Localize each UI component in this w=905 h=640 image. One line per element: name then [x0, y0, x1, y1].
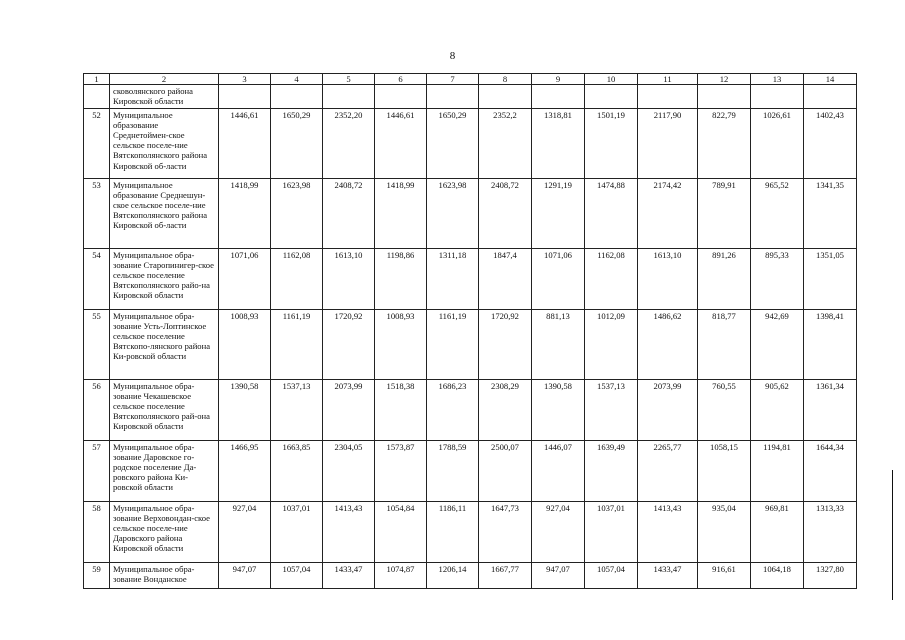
- value-cell: 1663,85: [271, 440, 323, 501]
- value-cell: 1186,11: [427, 501, 479, 562]
- value-cell: 1518,38: [375, 379, 427, 440]
- value-cell: 1639,49: [585, 440, 638, 501]
- value-cell: 1418,99: [219, 178, 271, 248]
- value-cell: 916,61: [698, 562, 751, 588]
- value-cell: 947,07: [532, 562, 585, 588]
- value-cell: 927,04: [219, 501, 271, 562]
- table-row: [84, 85, 857, 108]
- value-cell: 1398,41: [804, 309, 857, 379]
- municipality-name: Муниципальное обра-зование Верховондан-ское сельское поселе-ние Даровского района Кировской области: [110, 501, 219, 562]
- value-cell: 1466,95: [219, 440, 271, 501]
- value-cell: 2117,90: [638, 108, 698, 178]
- value-cell: 1008,93: [375, 309, 427, 379]
- municipality-name: сковолянского района Кировской области: [110, 85, 219, 108]
- value-cell: 2352,20: [323, 108, 375, 178]
- value-cell: 1650,29: [271, 108, 323, 178]
- value-cell: 1206,14: [427, 562, 479, 588]
- value-cell: 1720,92: [479, 309, 532, 379]
- value-cell: [751, 85, 804, 108]
- value-cell: 1644,34: [804, 440, 857, 501]
- value-cell: 1327,80: [804, 562, 857, 588]
- column-header: 8: [479, 74, 532, 85]
- value-cell: 1446,61: [219, 108, 271, 178]
- municipality-name: Муниципальное образование Среднешун-ское сельское поселе-ние Вятскополянского района Кировской об-ласти: [110, 178, 219, 248]
- column-header: 2: [110, 74, 219, 85]
- value-cell: [219, 85, 271, 108]
- value-cell: 1161,19: [271, 309, 323, 379]
- value-cell: 1847,4: [479, 248, 532, 309]
- row-number: 59: [84, 562, 110, 588]
- value-cell: [532, 85, 585, 108]
- value-cell: 1537,13: [585, 379, 638, 440]
- value-cell: 935,04: [698, 501, 751, 562]
- row-number: 56: [84, 379, 110, 440]
- value-cell: 1573,87: [375, 440, 427, 501]
- table-row: [84, 440, 857, 501]
- value-cell: 2304,05: [323, 440, 375, 501]
- value-cell: 1161,19: [427, 309, 479, 379]
- value-cell: 1433,47: [638, 562, 698, 588]
- value-cell: 1667,77: [479, 562, 532, 588]
- table-row: [84, 248, 857, 309]
- value-cell: 1064,18: [751, 562, 804, 588]
- value-cell: [585, 85, 638, 108]
- value-cell: 1057,04: [585, 562, 638, 588]
- value-cell: 2500,07: [479, 440, 532, 501]
- value-cell: 2408,72: [479, 178, 532, 248]
- column-header: 3: [219, 74, 271, 85]
- value-cell: 1361,34: [804, 379, 857, 440]
- tariff-table-container: [83, 73, 857, 589]
- header-row: [84, 74, 857, 85]
- column-header: 9: [532, 74, 585, 85]
- value-cell: 1474,88: [585, 178, 638, 248]
- value-cell: 1311,18: [427, 248, 479, 309]
- column-header: 5: [323, 74, 375, 85]
- value-cell: 1390,58: [219, 379, 271, 440]
- table-row: [84, 309, 857, 379]
- value-cell: 1413,43: [638, 501, 698, 562]
- value-cell: [375, 85, 427, 108]
- value-cell: [479, 85, 532, 108]
- value-cell: 1720,92: [323, 309, 375, 379]
- value-cell: 1402,43: [804, 108, 857, 178]
- value-cell: 1413,43: [323, 501, 375, 562]
- value-cell: 1318,81: [532, 108, 585, 178]
- municipality-name: Муниципальное обра-зование Усть-Лоптинское сельское поселение Вятскопо-лянского района Ки-ровской области: [110, 309, 219, 379]
- value-cell: 1390,58: [532, 379, 585, 440]
- value-cell: 2308,29: [479, 379, 532, 440]
- column-header: 13: [751, 74, 804, 85]
- value-cell: 1026,61: [751, 108, 804, 178]
- value-cell: 881,13: [532, 309, 585, 379]
- page-number: 8: [449, 50, 456, 62]
- value-cell: [638, 85, 698, 108]
- table-row: [84, 562, 857, 588]
- value-cell: 1012,09: [585, 309, 638, 379]
- value-cell: [271, 85, 323, 108]
- value-cell: 1623,98: [271, 178, 323, 248]
- value-cell: 905,62: [751, 379, 804, 440]
- value-cell: 1686,23: [427, 379, 479, 440]
- row-number: 57: [84, 440, 110, 501]
- value-cell: 1623,98: [427, 178, 479, 248]
- column-header: 4: [271, 74, 323, 85]
- value-cell: 1446,61: [375, 108, 427, 178]
- value-cell: 2408,72: [323, 178, 375, 248]
- value-cell: 1291,19: [532, 178, 585, 248]
- value-cell: 1071,06: [532, 248, 585, 309]
- value-cell: 789,91: [698, 178, 751, 248]
- value-cell: 2265,77: [638, 440, 698, 501]
- column-header: 6: [375, 74, 427, 85]
- value-cell: 1788,59: [427, 440, 479, 501]
- value-cell: [698, 85, 751, 108]
- value-cell: 822,79: [698, 108, 751, 178]
- value-cell: 1058,15: [698, 440, 751, 501]
- municipality-name: Муниципальное обра-зование Чекашевское сельское поселение Вятскополянского рай-она Кировской области: [110, 379, 219, 440]
- value-cell: 1054,84: [375, 501, 427, 562]
- value-cell: 1057,04: [271, 562, 323, 588]
- value-cell: 1501,19: [585, 108, 638, 178]
- value-cell: 1198,86: [375, 248, 427, 309]
- value-cell: 818,77: [698, 309, 751, 379]
- margin-line: [892, 470, 893, 600]
- value-cell: 1446,07: [532, 440, 585, 501]
- column-header: 11: [638, 74, 698, 85]
- value-cell: 1537,13: [271, 379, 323, 440]
- value-cell: 1351,05: [804, 248, 857, 309]
- value-cell: 1313,33: [804, 501, 857, 562]
- value-cell: 1037,01: [585, 501, 638, 562]
- value-cell: 2073,99: [323, 379, 375, 440]
- row-number: 55: [84, 309, 110, 379]
- value-cell: 891,26: [698, 248, 751, 309]
- tariff-table: [83, 73, 857, 589]
- municipality-name: Муниципальное обра-зование Старопинигер-ское сельское поселение Вятскополянского райо-на Кировской области: [110, 248, 219, 309]
- row-number: 54: [84, 248, 110, 309]
- value-cell: [427, 85, 479, 108]
- value-cell: 1162,08: [585, 248, 638, 309]
- value-cell: 1418,99: [375, 178, 427, 248]
- column-header: 7: [427, 74, 479, 85]
- value-cell: 2073,99: [638, 379, 698, 440]
- value-cell: 1486,62: [638, 309, 698, 379]
- value-cell: 2174,42: [638, 178, 698, 248]
- column-header: 1: [84, 74, 110, 85]
- value-cell: 965,52: [751, 178, 804, 248]
- value-cell: 1341,35: [804, 178, 857, 248]
- column-header: 14: [804, 74, 857, 85]
- value-cell: 895,33: [751, 248, 804, 309]
- row-number: [84, 85, 110, 108]
- value-cell: 1194,81: [751, 440, 804, 501]
- row-number: 53: [84, 178, 110, 248]
- row-number: 52: [84, 108, 110, 178]
- column-header: 12: [698, 74, 751, 85]
- table-row: [84, 178, 857, 248]
- value-cell: 969,81: [751, 501, 804, 562]
- value-cell: 1650,29: [427, 108, 479, 178]
- value-cell: 1074,87: [375, 562, 427, 588]
- value-cell: 1037,01: [271, 501, 323, 562]
- value-cell: 1008,93: [219, 309, 271, 379]
- value-cell: 947,07: [219, 562, 271, 588]
- municipality-name: Муниципальное образование Среднетоймен-ское сельское поселе-ние Вятскополянского района Кировской об-ласти: [110, 108, 219, 178]
- municipality-name: Муниципальное обра-зование Вонданское: [110, 562, 219, 588]
- row-number: 58: [84, 501, 110, 562]
- municipality-name: Муниципальное обра-зование Даровское го-родское поселение Да-ровского района Ки-ровской области: [110, 440, 219, 501]
- value-cell: 2352,2: [479, 108, 532, 178]
- value-cell: 927,04: [532, 501, 585, 562]
- table-row: [84, 379, 857, 440]
- value-cell: [323, 85, 375, 108]
- value-cell: 1071,06: [219, 248, 271, 309]
- value-cell: 1613,10: [323, 248, 375, 309]
- table-row: [84, 108, 857, 178]
- value-cell: 1162,08: [271, 248, 323, 309]
- value-cell: 1613,10: [638, 248, 698, 309]
- table-body: [84, 74, 857, 589]
- value-cell: 1647,73: [479, 501, 532, 562]
- column-header: 10: [585, 74, 638, 85]
- value-cell: [804, 85, 857, 108]
- value-cell: 1433,47: [323, 562, 375, 588]
- table-row: [84, 501, 857, 562]
- value-cell: 760,55: [698, 379, 751, 440]
- value-cell: 942,69: [751, 309, 804, 379]
